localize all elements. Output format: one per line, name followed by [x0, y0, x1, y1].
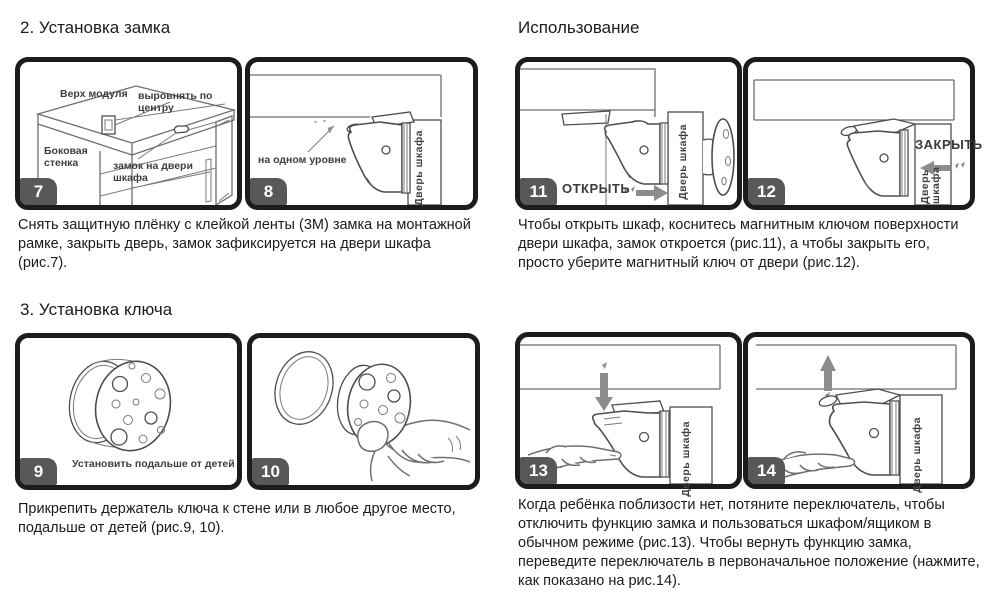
label-lock-on-door: замок на двери шкафа: [113, 160, 193, 184]
label-same-level: на одном уровне: [258, 154, 347, 166]
label-top-module: Верх модуля: [60, 88, 128, 100]
figure-frame-11: [515, 57, 742, 210]
section-title-install-key: 3. Установка ключа: [20, 300, 173, 319]
paragraph-install-key: Прикрепить держатель ключа к стене или в любое другое место, подальше от детей (рис.9, 10).: [18, 501, 456, 536]
paragraph-switch-mode: Когда ребёнка поблизости нет, потяните переключатель, чтобы отключить функцию замка и пользоваться шкафом/ящиком в обычном режиме (рис.13). Чтобы вернуть функцию замка, переведите переключатель в первоначальное положение (нажмите, как показано на рис.14).: [518, 497, 980, 589]
label-cabinet-door: Дверь шкафа: [919, 166, 942, 204]
label-action-open: ОТКРЫТЬ: [562, 181, 631, 196]
section-title-install-lock: 2. Установка замка: [20, 18, 171, 37]
label-cabinet-door: Дверь шкафа: [911, 417, 923, 493]
label-cabinet-door: Дверь шкафа: [413, 130, 425, 206]
label-align-center: выровнять по центру: [138, 90, 213, 114]
figure-number-badge: 14: [748, 457, 785, 484]
figure-frame-10: [247, 333, 480, 490]
figure-number-badge: 9: [20, 458, 57, 485]
label-cabinet-door: Дверь шкафа: [680, 421, 692, 497]
figure-frame-9: [15, 333, 242, 490]
figure-number-badge: 8: [250, 178, 287, 205]
figure-frame-8: [245, 57, 478, 210]
figure-frame-13: [515, 332, 742, 497]
paragraph-usage: Чтобы открыть шкаф, коснитесь магнитным ключом поверхности двери шкафа, замок откроется (рис.11), а чтобы закрыть его, просто уберите магнитный ключ от двери (рис.12).: [518, 217, 959, 271]
label-cabinet-door: Дверь шкафа: [677, 124, 689, 200]
label-keep-away: Установить подальше от детей: [72, 458, 235, 470]
figure-number-badge: 11: [520, 178, 557, 205]
figure-frame-7: [15, 57, 242, 210]
label-action-close: ЗАКРЫТЬ: [915, 137, 983, 152]
section-title-usage: Использование: [518, 18, 640, 37]
paragraph-install-lock: Снять защитную плёнку с клейкой ленты (3М) замка на монтажной рамке, закрыть дверь, замок зафиксируется на двери шкафа (рис.7).: [18, 217, 471, 271]
label-side-wall: Боковая стенка: [44, 145, 88, 169]
figure-number-badge: 13: [520, 457, 557, 484]
figure-number-badge: 10: [252, 458, 289, 485]
figure-number-badge: 7: [20, 178, 57, 205]
figure-frame-12: [743, 57, 983, 210]
figure-number-badge: 12: [748, 178, 785, 205]
figure-frame-14: [743, 332, 975, 493]
